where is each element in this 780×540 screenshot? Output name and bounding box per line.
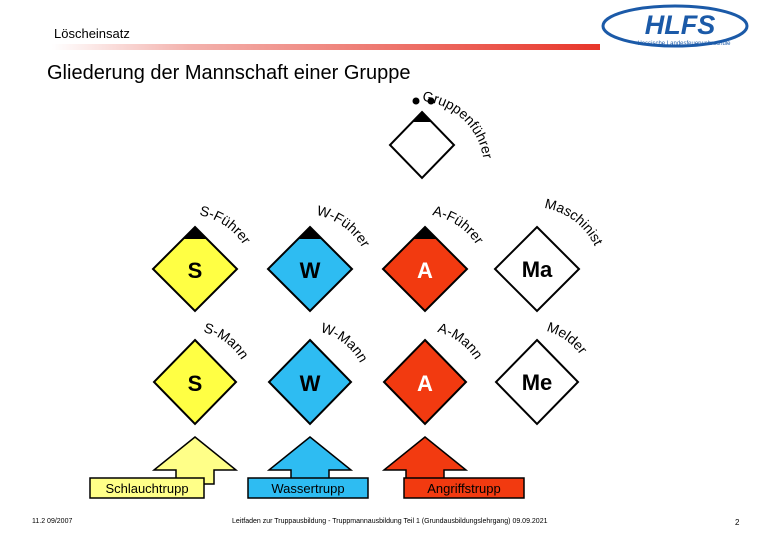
svg-text:A-Mann xyxy=(436,319,486,361)
w-mann-label: W-Mann xyxy=(319,319,372,365)
role-w-mann xyxy=(269,319,372,424)
logo-subtext: Hessische Landesfeuerwehrschule xyxy=(637,41,731,47)
w-fuehrer-letter: W xyxy=(299,258,321,283)
s-fuehrer-letter: S xyxy=(187,258,203,283)
role-a-mann xyxy=(384,319,486,424)
role-a-fuehrer xyxy=(383,202,488,311)
wassertrupp-label: Wassertrupp xyxy=(271,481,345,496)
a-fuehrer-label: A-Führer xyxy=(431,202,488,247)
s-mann-label: S-Mann xyxy=(202,319,253,362)
melder-letter: Me xyxy=(521,370,553,395)
svg-text:Maschinist xyxy=(543,195,606,248)
role-s-mann xyxy=(154,319,252,424)
w-mann-letter: W xyxy=(299,371,321,396)
role-w-fuehrer xyxy=(268,202,374,311)
logo-text: HLFS xyxy=(644,10,716,40)
gruppenfuehrer-label: Gruppenführer xyxy=(421,87,497,160)
a-mann-letter: A xyxy=(417,371,433,396)
a-mann-label: A-Mann xyxy=(436,319,487,362)
angriffstrupp-arrow-icon xyxy=(384,437,466,484)
page-title: Gliederung der Mannschaft einer Gruppe xyxy=(47,62,411,84)
footer-version: 11.2 09/2007 xyxy=(32,518,73,525)
maschinist-letter: Ma xyxy=(521,257,553,282)
svg-text:Melder xyxy=(545,319,591,358)
footer-source: Leitfaden zur Truppausbildung - Truppmannausbildung Teil 1 (Grundausbildungslehrgang) 09.09.2021 xyxy=(232,518,548,525)
troop-wassertrupp xyxy=(248,437,368,498)
schlauchtrupp-arrow-icon xyxy=(154,437,236,484)
wassertrupp-arrow-icon xyxy=(269,437,351,484)
role-s-fuehrer xyxy=(153,202,255,311)
troop-angriffstrupp xyxy=(384,437,524,498)
role-gruppenfuehrer xyxy=(390,88,496,178)
s-fuehrer-label: S-Führer xyxy=(198,202,255,247)
w-fuehrer-label: W-Führer xyxy=(315,202,374,250)
s-mann-letter: S xyxy=(187,371,203,396)
angriffstrupp-label: Angriffstrupp xyxy=(427,481,501,496)
rank-dot-icon xyxy=(413,98,420,105)
page-number: 2 xyxy=(735,518,740,527)
role-melder xyxy=(496,319,591,424)
melder-label: Melder xyxy=(545,318,591,357)
role-maschinist xyxy=(495,195,607,311)
maschinist-label: Maschinist xyxy=(543,195,607,248)
schlauchtrupp-label: Schlauchtrupp xyxy=(105,481,189,496)
section-title: Löscheinsatz xyxy=(54,26,130,41)
a-fuehrer-letter: A xyxy=(417,258,433,283)
troop-schlauchtrupp xyxy=(90,437,236,498)
